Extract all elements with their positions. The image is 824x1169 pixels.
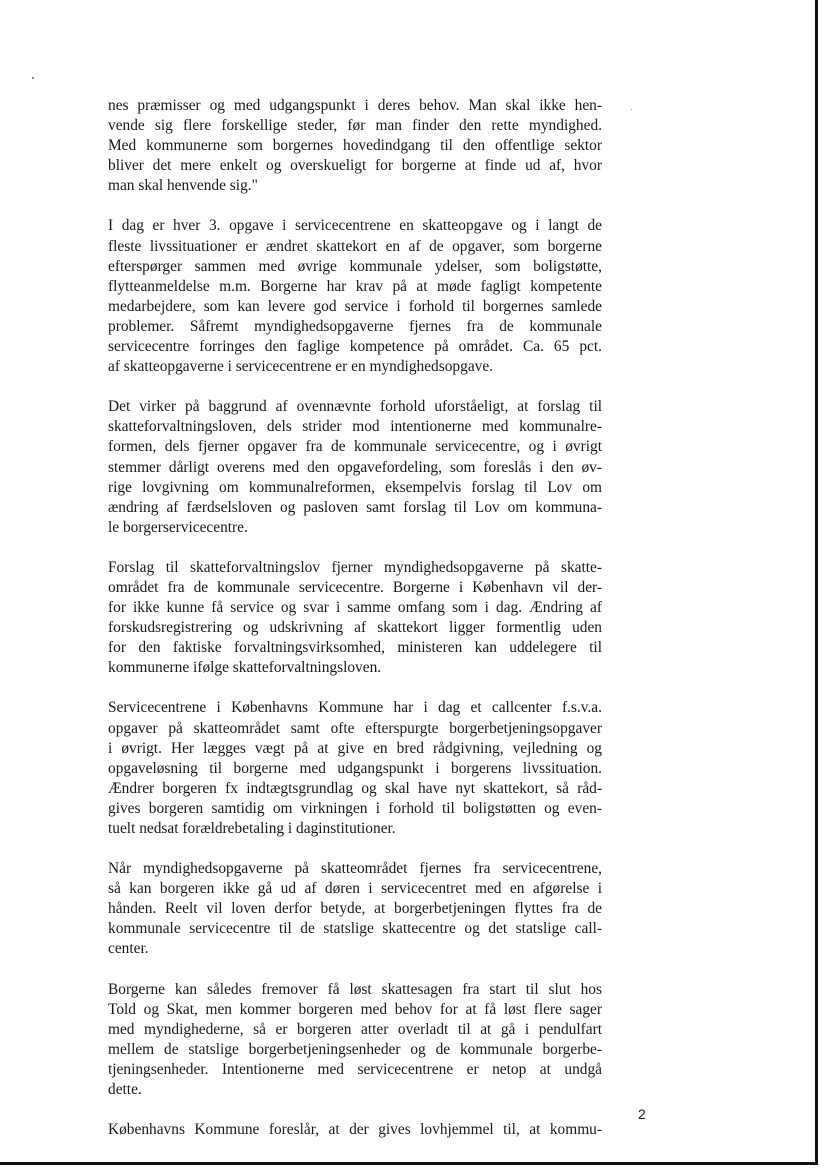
text-line: Told og Skat, men kommer borgeren med behov for at få løst flere sager: [108, 1000, 602, 1018]
text-line: efterspørger sammen med øvrige kommunale ydelser, som boligstøtte,: [108, 257, 602, 275]
text-line: opgaver på skatteområdet samt ofte efterspurgte borgerbetjeningsopgaver: [108, 719, 602, 737]
paragraph: [108, 980, 602, 1101]
paragraph: [108, 698, 602, 839]
text-line: Det virker på baggrund af ovennævnte forhold uforståeligt, at forslag til: [108, 398, 602, 416]
text-line: stemmer dårligt overens med den opgavefordeling, som foreslås i den øv-: [108, 458, 602, 476]
text-line: Når myndighedsopgaverne på skatteområdet fjernes fra servicecentrene,: [108, 860, 602, 878]
text-line: man skal henvende sig.": [108, 177, 258, 195]
text-line: rige lovgivning om kommunalreformen, eksempelvis forslag til Lov om: [108, 478, 602, 496]
text-line: skatteforvaltningsloven, dels strider mod intentionerne med kommunalre-: [108, 418, 602, 436]
text-line: tuelt nedsat forældrebetaling i daginstitutioner.: [108, 820, 396, 837]
scan-speck: [32, 77, 34, 79]
text-line: området fra de kommunale servicecentre. Borgerne i København vil der-: [108, 578, 602, 596]
body-text: [108, 96, 602, 1160]
paragraph: [108, 558, 602, 679]
text-line: for ikke kunne få service og svar i samme omfang som i dag. Ændring af: [108, 599, 602, 617]
paragraph: [108, 96, 602, 196]
text-line: hånden. Reelt vil loven derfor betyde, at borgerbetjeningen flyttes fra de: [108, 900, 602, 918]
text-line: Ændrer borgeren fx indtægtsgrundlag og skal have nyt skattekort, så råd-: [108, 779, 602, 797]
text-line: af skatteopgaverne i servicecentrene er en myndighedsopgave.: [108, 358, 494, 376]
text-line: med myndighederne, så er borgeren atter overladt til at gå i pendulfart: [108, 1020, 602, 1038]
page-number: 2: [638, 1106, 646, 1122]
text-line: servicecentre forringes den faglige kompetence på området. Ca. 65 pct.: [108, 338, 602, 356]
text-line: Borgerne kan således fremover få løst skattesagen fra start til slut hos: [108, 980, 602, 998]
text-line: I dag er hver 3. opgave i servicecentrene en skatteopgave og i langt de: [108, 217, 602, 235]
text-line: mellem de statslige borgerbetjeningsenheder og de kommunale borgerbe-: [108, 1040, 602, 1058]
text-line: tjeningsenheder. Intentionerne med servicecentrene er netop at undgå: [108, 1060, 602, 1078]
paragraph: [108, 216, 602, 377]
text-line: opgaveløsning til borgerne med udgangspunkt i borgerens livssituation.: [108, 759, 602, 777]
text-line: kommunerne ifølge skatteforvaltningsloven.: [108, 659, 382, 677]
text-line: dette.: [108, 1081, 142, 1099]
text-line: vende sig flere forskellige steder, før man finder den rette myndighed.: [108, 117, 602, 135]
text-line: ændring af færdselsloven og pasloven samt forslag til Lov om kommuna-: [108, 498, 602, 516]
text-line: flytteanmeldelse m.m. Borgerne har krav på at møde fagligt kompetente: [108, 277, 602, 295]
text-line: center.: [108, 940, 149, 958]
text-line: formen, dels fjerner opgaver fra de kommunale servicecentre, og i øvrigt: [108, 438, 602, 456]
text-line: Københavns Kommune foreslår, at der gives lovhjemmel til, at kommu-: [108, 1121, 602, 1139]
text-line: fleste livssituationer er ændret skattekort en af de opgaver, som borgerne: [108, 237, 602, 255]
text-line: for den faktiske forvaltningsvirksomhed, ministeren kan uddelegere til: [108, 639, 602, 657]
text-line: kommunale servicecentre til de statslige skattecentre og det statslige call-: [108, 920, 602, 938]
text-line: så kan borgeren ikke gå ud af døren i servicecentret med en afgørelse i: [108, 880, 602, 898]
text-line: problemer. Såfremt myndighedsopgaverne fjernes fra de kommunale: [108, 317, 602, 335]
text-line: gives borgeren samtidig om virkningen i forhold til boligstøtten og even-: [108, 799, 602, 817]
text-line: forskudsregistrering og udskrivning af skattekort ligger formentlig uden: [108, 619, 602, 637]
text-line: nes præmisser og med udgangspunkt i deres behov. Man skal ikke hen-: [108, 97, 602, 114]
scan-speck: [631, 109, 632, 110]
text-line: Forslag til skatteforvaltningslov fjerner myndighedsopgaverne på skatte-: [108, 558, 602, 576]
text-line: i øvrigt. Her lægges vægt på at give en bred rådgivning, vejledning og: [108, 739, 602, 757]
paragraph: [108, 397, 602, 538]
text-line: le borgerservicecentre.: [108, 518, 248, 536]
text-line: Med kommunerne som borgernes hovedindgang til den offentlige sektor: [108, 137, 602, 155]
paragraph: [108, 859, 602, 959]
text-line: bliver det mere enkelt og overskueligt for borgerne at finde ud af, hvor: [108, 157, 602, 175]
text-line: medarbejdere, som kan levere god service i forhold til borgernes samlede: [108, 297, 602, 315]
text-line: Servicecentrene i Københavns Kommune har i dag et callcenter f.s.v.a.: [108, 699, 602, 717]
paragraph: [108, 1120, 602, 1140]
